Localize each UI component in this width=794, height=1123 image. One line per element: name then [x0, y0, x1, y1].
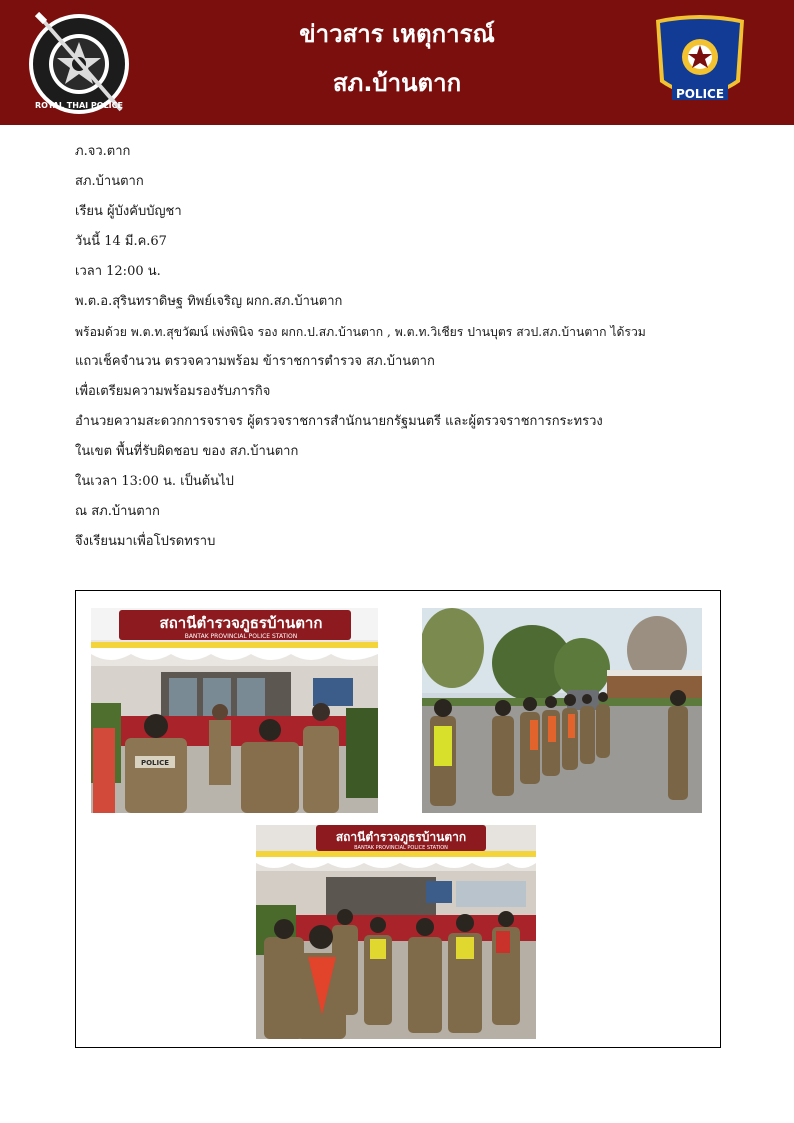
station-sign-en: BANTAK PROVINCIAL POLICE STATION [354, 845, 448, 851]
seal-caption: ROYAL THAI POLICE [35, 101, 123, 110]
text-line: อำนวยความสะดวกการจราจร ผู้ตรวจราชการสำนักนายกรัฐมนตรี และผู้ตรวจราชการกระทรวง [75, 414, 603, 429]
text-line: ภ.จว.ตาก [75, 144, 131, 159]
report-body [75, 137, 735, 557]
text-line: พร้อมด้วย พ.ต.ท.สุขวัฒน์ เพ่งพินิจ รอง ผกก.ป.สภ.บ้านตาก , พ.ต.ท.วิเชียร ปานบุตร สวป.สภ.บ้านตาก ได้รวม [75, 325, 646, 339]
station-sign: สถานีตำรวจภูธรบ้านตาก [335, 830, 467, 844]
page-title: ข่าวสาร เหตุการณ์ [299, 20, 495, 48]
provincial-police-badge-icon [650, 12, 750, 110]
text-line: เรียน ผู้บังคับบัญชา [75, 204, 182, 219]
photo-officers-lineup [422, 608, 702, 813]
badge-caption: POLICE [675, 87, 725, 101]
text-line: พ.ต.อ.สุรินทราดิษฐ ทิพย์เจริญ ผกก.สภ.บ้านตาก [75, 294, 343, 309]
text-line: วันนี้ 14 มี.ค.67 [75, 234, 167, 249]
station-sign: สถานีตำรวจภูธรบ้านตาก [159, 614, 323, 632]
vest-label: POLICE [140, 759, 170, 767]
text-line: เพื่อเตรียมความพร้อมรองรับภารกิจ [75, 384, 271, 399]
text-line: จึงเรียนมาเพื่อโปรดทราบ [75, 534, 216, 549]
text-line: สภ.บ้านตาก [75, 174, 144, 189]
text-line: เวลา 12:00 น. [75, 264, 161, 279]
photo-formation [256, 825, 536, 1039]
text-line: แถวเช็คจำนวน ตรวจความพร้อม ข้าราชการตำรวจ สภ.บ้านตาก [75, 354, 435, 369]
photo-station-front [91, 608, 378, 813]
text-line: ในเขต พื้นที่รับผิดชอบ ของ สภ.บ้านตาก [75, 444, 299, 459]
header-banner [0, 0, 794, 125]
station-sign-en: BANTAK PROVINCIAL POLICE STATION [184, 633, 298, 640]
station-name: สภ.บ้านตาก [332, 69, 462, 97]
text-line: ในเวลา 13:00 น. เป็นต้นไป [75, 474, 234, 489]
text-line: ณ สภ.บ้านตาก [75, 504, 160, 519]
